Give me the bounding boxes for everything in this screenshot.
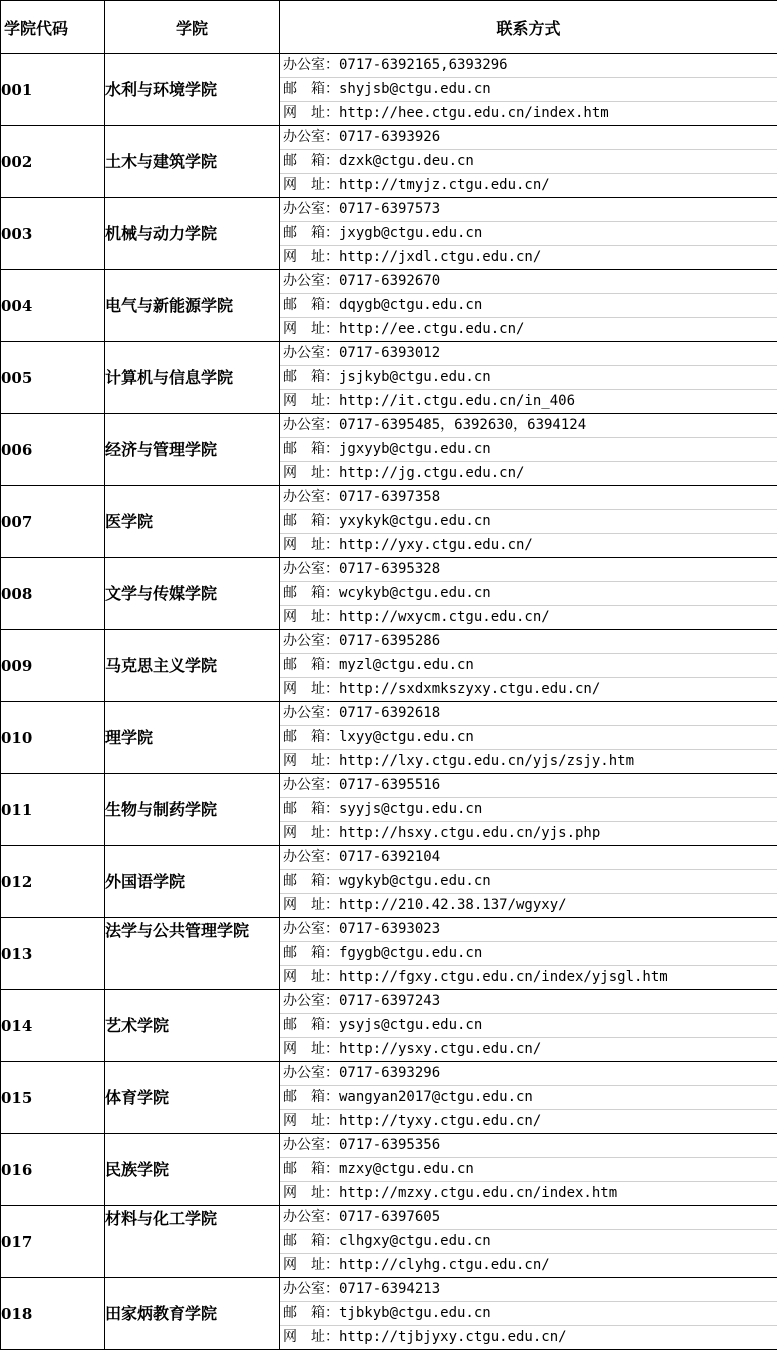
contact-label-office: 办公室： [283,774,339,797]
contact-label-url: 网 址： [283,894,339,917]
office-phone: 0717-6393296 [339,1062,440,1085]
table-row [1,1278,777,1350]
contact-line-office [280,558,777,581]
contact-line-email [280,509,777,533]
college-name: 医学院 [105,486,280,558]
website-url[interactable]: http://jg.ctgu.edu.cn/ [339,462,524,485]
contact-label-email: 邮 箱： [283,798,339,821]
contact-cell [280,1206,777,1278]
college-name: 计算机与信息学院 [105,342,280,414]
header-row [1,1,777,54]
college-name: 水利与环境学院 [105,54,280,126]
email-address[interactable]: yxykyk@ctgu.edu.cn [339,510,491,533]
contact-label-office: 办公室： [283,1206,339,1229]
contact-cell [280,342,777,414]
table-row [1,630,777,702]
contact-label-office: 办公室： [283,630,339,653]
contact-label-email: 邮 箱： [283,150,339,173]
college-code: 011 [1,774,105,846]
contact-label-url: 网 址： [283,1254,339,1277]
table-row [1,918,777,990]
contact-label-url: 网 址： [283,1110,339,1133]
contact-line-url [280,749,777,773]
website-url[interactable]: http://hsxy.ctgu.edu.cn/yjs.php [339,822,600,845]
contact-label-email: 邮 箱： [283,366,339,389]
contact-line-url [280,1325,777,1349]
website-url[interactable]: http://tmyjz.ctgu.edu.cn/ [339,174,550,197]
college-code: 016 [1,1134,105,1206]
contact-cell [280,1278,777,1350]
contact-cell [280,558,777,630]
website-url[interactable]: http://tjbjyxy.ctgu.edu.cn/ [339,1326,567,1349]
college-code: 017 [1,1206,105,1278]
website-url[interactable]: http://ysxy.ctgu.edu.cn/ [339,1038,541,1061]
website-url[interactable]: http://fgxy.ctgu.edu.cn/index/yjsgl.htm [339,966,668,989]
email-address[interactable]: wcykyb@ctgu.edu.cn [339,582,491,605]
contact-label-office: 办公室： [283,486,339,509]
college-name: 机械与动力学院 [105,198,280,270]
college-name: 土木与建筑学院 [105,126,280,198]
contact-label-email: 邮 箱： [283,582,339,605]
contact-line-email [280,1229,777,1253]
table-row [1,774,777,846]
contact-label-url: 网 址： [283,1038,339,1061]
office-phone: 0717-6395356 [339,1134,440,1157]
college-code: 007 [1,486,105,558]
contact-line-email [280,437,777,461]
contact-cell [280,990,777,1062]
contact-line-office [280,918,777,941]
contact-label-office: 办公室： [283,1134,339,1157]
contact-label-office: 办公室： [283,342,339,365]
college-code: 010 [1,702,105,774]
contact-label-url: 网 址： [283,966,339,989]
header-code: 学院代码 [1,1,105,54]
contact-line-office [280,702,777,725]
college-name: 艺术学院 [105,990,280,1062]
email-address[interactable]: tjbkyb@ctgu.edu.cn [339,1302,491,1325]
contact-line-url [280,893,777,917]
contact-label-email: 邮 箱： [283,438,339,461]
contact-label-office: 办公室： [283,1278,339,1301]
contact-line-office [280,270,777,293]
contact-label-office: 办公室： [283,126,339,149]
contact-cell [280,918,777,990]
website-url[interactable]: http://tyxy.ctgu.edu.cn/ [339,1110,541,1133]
email-address[interactable]: syyjs@ctgu.edu.cn [339,798,482,821]
office-phone: 0717-6392104 [339,846,440,869]
contact-line-office [280,126,777,149]
college-code: 005 [1,342,105,414]
contact-label-email: 邮 箱： [283,1230,339,1253]
website-url[interactable]: http://yxy.ctgu.edu.cn/ [339,534,533,557]
contact-label-url: 网 址： [283,678,339,701]
office-phone: 0717-6393012 [339,342,440,365]
contact-label-url: 网 址： [283,390,339,413]
contact-line-office [280,630,777,653]
contact-label-email: 邮 箱： [283,1302,339,1325]
contact-line-url [280,1253,777,1277]
email-address[interactable]: jgxyyb@ctgu.edu.cn [339,438,491,461]
contact-line-office [280,342,777,365]
email-address[interactable]: myzl@ctgu.edu.cn [339,654,474,677]
office-phone: 0717-6394213 [339,1278,440,1301]
college-code: 002 [1,126,105,198]
contact-line-email [280,365,777,389]
office-phone: 0717-6392165,6393296 [339,54,508,77]
contact-label-email: 邮 箱： [283,1014,339,1037]
website-url[interactable]: http://hee.ctgu.edu.cn/index.htm [339,102,609,125]
contact-line-email [280,941,777,965]
contact-label-url: 网 址： [283,102,339,125]
contact-cell [280,774,777,846]
college-code: 015 [1,1062,105,1134]
college-name: 外国语学院 [105,846,280,918]
website-url[interactable]: http://it.ctgu.edu.cn/in_406 [339,390,575,413]
college-name: 田家炳教育学院 [105,1278,280,1350]
college-code: 012 [1,846,105,918]
contact-line-email [280,1013,777,1037]
contact-line-email [280,1085,777,1109]
contact-label-email: 邮 箱： [283,726,339,749]
email-address[interactable]: shyjsb@ctgu.edu.cn [339,78,491,101]
contact-line-office [280,54,777,77]
contact-label-office: 办公室： [283,414,339,437]
contact-label-email: 邮 箱： [283,222,339,245]
contact-line-url [280,461,777,485]
header-contact: 联系方式 [280,1,777,54]
contact-line-url [280,1037,777,1061]
contact-line-url [280,533,777,557]
contact-label-office: 办公室： [283,846,339,869]
website-url[interactable]: http://lxy.ctgu.edu.cn/yjs/zsjy.htm [339,750,634,773]
website-url[interactable]: http://210.42.38.137/wgyxy/ [339,894,567,917]
college-name: 体育学院 [105,1062,280,1134]
contact-cell [280,126,777,198]
table-row [1,342,777,414]
website-url[interactable]: http://jxdl.ctgu.edu.cn/ [339,246,541,269]
office-phone: 0717-6395286 [339,630,440,653]
table-row [1,414,777,486]
email-address[interactable]: dzxk@ctgu.deu.cn [339,150,474,173]
contact-line-url [280,173,777,197]
contact-line-url [280,965,777,989]
office-phone: 0717-6393926 [339,126,440,149]
contact-line-office [280,990,777,1013]
contact-line-email [280,77,777,101]
contact-line-url [280,389,777,413]
contact-cell [280,630,777,702]
college-name: 经济与管理学院 [105,414,280,486]
website-url[interactable]: http://mzxy.ctgu.edu.cn/index.htm [339,1182,617,1205]
college-name: 生物与制药学院 [105,774,280,846]
contact-label-email: 邮 箱： [283,654,339,677]
email-address[interactable]: mzxy@ctgu.edu.cn [339,1158,474,1181]
college-name: 马克思主义学院 [105,630,280,702]
table-row [1,1134,777,1206]
contact-cell [280,1134,777,1206]
contact-label-url: 网 址： [283,462,339,485]
contact-line-email [280,149,777,173]
college-code: 009 [1,630,105,702]
contact-label-office: 办公室： [283,198,339,221]
contact-line-email [280,653,777,677]
contact-cell [280,54,777,126]
contact-line-office [280,1278,777,1301]
contact-label-email: 邮 箱： [283,294,339,317]
college-code: 008 [1,558,105,630]
contact-label-office: 办公室： [283,918,339,941]
table-row [1,558,777,630]
contact-line-url [280,821,777,845]
college-code: 003 [1,198,105,270]
table-row [1,198,777,270]
email-address[interactable]: wangyan2017@ctgu.edu.cn [339,1086,533,1109]
office-phone: 0717-6393023 [339,918,440,941]
contact-line-url [280,677,777,701]
contact-cell [280,486,777,558]
email-address[interactable]: lxyy@ctgu.edu.cn [339,726,474,749]
office-phone: 0717-6392670 [339,270,440,293]
office-phone: 0717-6395485，6392630，6394124 [339,414,586,437]
email-address[interactable]: ysyjs@ctgu.edu.cn [339,1014,482,1037]
contact-line-email [280,1301,777,1325]
office-phone: 0717-6395516 [339,774,440,797]
college-name: 理学院 [105,702,280,774]
office-phone: 0717-6397573 [339,198,440,221]
email-address[interactable]: jxygb@ctgu.edu.cn [339,222,482,245]
office-phone: 0717-6395328 [339,558,440,581]
office-phone: 0717-6397243 [339,990,440,1013]
contact-cell [280,1062,777,1134]
college-name: 法学与公共管理学院 [105,918,280,990]
college-code: 013 [1,918,105,990]
contact-cell [280,414,777,486]
contact-label-url: 网 址： [283,1182,339,1205]
email-address[interactable]: dqygb@ctgu.edu.cn [339,294,482,317]
contact-cell [280,270,777,342]
contact-label-email: 邮 箱： [283,510,339,533]
contact-label-office: 办公室： [283,1062,339,1085]
website-url[interactable]: http://sxdxmkszyxy.ctgu.edu.cn/ [339,678,600,701]
college-name: 材料与化工学院 [105,1206,280,1278]
contact-label-url: 网 址： [283,318,339,341]
contact-label-url: 网 址： [283,246,339,269]
website-url[interactable]: http://ee.ctgu.edu.cn/ [339,318,524,341]
contact-line-office [280,1134,777,1157]
contact-line-office [280,198,777,221]
contact-label-url: 网 址： [283,750,339,773]
college-name: 电气与新能源学院 [105,270,280,342]
table-row [1,990,777,1062]
contact-label-url: 网 址： [283,822,339,845]
website-url[interactable]: http://clyhg.ctgu.edu.cn/ [339,1254,550,1277]
table-row [1,702,777,774]
contact-line-email [280,221,777,245]
contact-cell [280,198,777,270]
college-code: 014 [1,990,105,1062]
contact-line-email [280,725,777,749]
college-code: 004 [1,270,105,342]
contact-line-office [280,1062,777,1085]
header-college: 学院 [105,1,280,54]
contact-label-email: 邮 箱： [283,1086,339,1109]
contact-line-url [280,1181,777,1205]
contact-label-office: 办公室： [283,270,339,293]
college-code: 006 [1,414,105,486]
contact-label-url: 网 址： [283,534,339,557]
email-address[interactable]: fgygb@ctgu.edu.cn [339,942,482,965]
contact-line-office [280,414,777,437]
contact-line-office [280,486,777,509]
email-address[interactable]: clhgxy@ctgu.edu.cn [339,1230,491,1253]
table-row [1,126,777,198]
contact-label-url: 网 址： [283,174,339,197]
contact-line-email [280,581,777,605]
contact-label-email: 邮 箱： [283,78,339,101]
office-phone: 0717-6397605 [339,1206,440,1229]
contact-line-email [280,1157,777,1181]
college-name: 文学与传媒学院 [105,558,280,630]
email-address[interactable]: wgykyb@ctgu.edu.cn [339,870,491,893]
table-row [1,54,777,126]
contact-line-url [280,605,777,629]
contact-label-url: 网 址： [283,1326,339,1349]
contact-label-email: 邮 箱： [283,870,339,893]
table-row [1,846,777,918]
college-code: 001 [1,54,105,126]
contact-line-email [280,797,777,821]
office-phone: 0717-6392618 [339,702,440,725]
contact-label-email: 邮 箱： [283,942,339,965]
college-name: 民族学院 [105,1134,280,1206]
contact-line-office [280,846,777,869]
table-row [1,270,777,342]
contact-cell [280,702,777,774]
table-row [1,1206,777,1278]
table-row [1,486,777,558]
contact-label-office: 办公室： [283,990,339,1013]
contact-line-email [280,293,777,317]
contact-line-office [280,1206,777,1229]
contact-cell [280,846,777,918]
contact-line-office [280,774,777,797]
contact-label-office: 办公室： [283,54,339,77]
contact-label-url: 网 址： [283,606,339,629]
contact-label-office: 办公室： [283,702,339,725]
email-address[interactable]: jsjkyb@ctgu.edu.cn [339,366,491,389]
office-phone: 0717-6397358 [339,486,440,509]
table-row [1,1062,777,1134]
contact-line-url [280,1109,777,1133]
college-code: 018 [1,1278,105,1350]
contact-label-office: 办公室： [283,558,339,581]
contact-line-email [280,869,777,893]
contact-label-email: 邮 箱： [283,1158,339,1181]
website-url[interactable]: http://wxycm.ctgu.edu.cn/ [339,606,550,629]
contact-line-url [280,245,777,269]
contact-line-url [280,101,777,125]
contact-line-url [280,317,777,341]
